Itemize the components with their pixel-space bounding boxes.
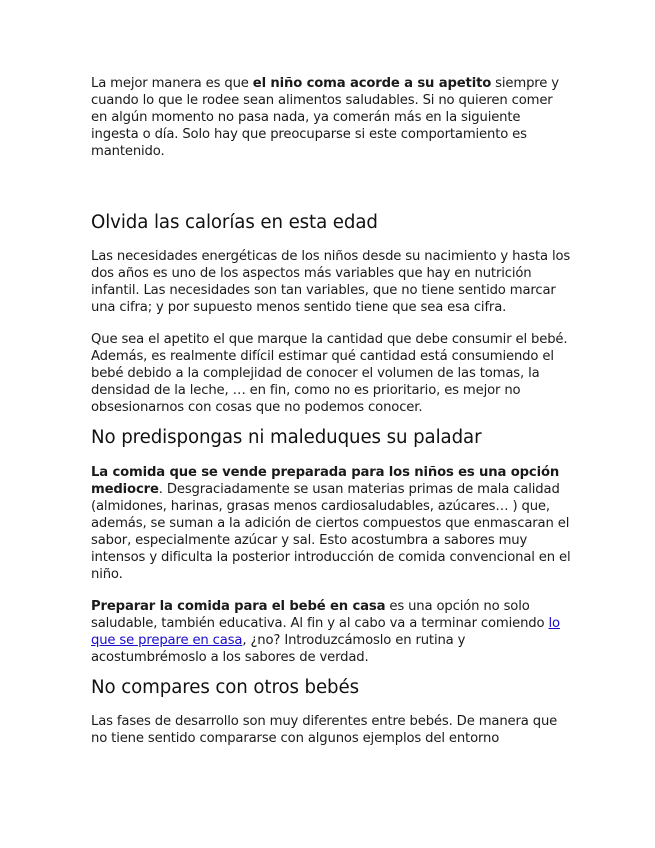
intro-bold: el niño coma acorde a su apetito: [252, 76, 492, 91]
paladar-bold-1: La comida que se vende preparada para los niños es una opción mediocre: [91, 465, 560, 497]
paladar-text-2: es una opción no solo saludable, también educativa. Al fin y al cabo va a terminar comiendo: [91, 599, 549, 631]
heading-paladar: No predispongas ni maleduques su paladar: [91, 427, 482, 448]
link-prepare-en-casa[interactable]: lo que se prepare en casa: [91, 616, 560, 648]
compares-paragraph-1: Las fases de desarrollo son muy diferentes entre bebés. De manera que no tiene sentido compararse con algunos ejemplos del entorno: [91, 714, 558, 746]
paladar-paragraph-2: [91, 598, 571, 666]
paladar-text-3: , ¿no? Introduzcámoslo en rutina y acostumbrémoslo a los sabores de verdad.: [91, 633, 466, 665]
intro-text-1: La mejor manera es que: [91, 76, 253, 91]
heading-calorias: Olvida las calorías en esta edad: [91, 212, 378, 233]
calorias-paragraph-1: Las necesidades energéticas de los niños desde su nacimiento y hasta los dos años es uno de los aspectos más variables que hay en nutrición infantil. Las necesidades son tan variables, que no tiene sentido marcar una cifra; y por supuesto menos sentido tiene que sea esa cifra.: [91, 249, 571, 315]
paladar-text-1: . Desgraciadamente se usan materias primas de mala calidad (almidones, harinas, grasas menos cardiosaludables, azúcares… ) que, además, se suman a la adición de ciertos compuestos que enmascaran el sabor, especialmente azúcar y sal. Esto acostumbra a sabores muy intensos y dificulta la posterior introducción de comida convencional en el niño.: [91, 482, 571, 582]
article-body: [91, 75, 571, 747]
paladar-bold-2: Preparar la comida para el bebé en casa: [91, 599, 386, 614]
intro-text-2: siempre y cuando lo que le rodee sean alimentos saludables. Si no quieren comer en algún momento no pasa nada, ya comerán más en la siguiente ingesta o día. Solo hay que preocuparse si este comportamiento es mantenido.: [91, 76, 559, 159]
paladar-paragraph-1: [91, 464, 571, 583]
intro-paragraph: [91, 75, 571, 160]
heading-compares: No compares con otros bebés: [91, 677, 359, 698]
calorias-paragraph-2: Que sea el apetito el que marque la cantidad que debe consumir el bebé. Además, es realmente difícil estimar qué cantidad está consumiendo el bebé debido a la complejidad de conocer el volumen de las tomas, la densidad de la leche, … en fin, como no es prioritario, es mejor no obsesionarnos con cosas que no podemos conocer.: [91, 332, 568, 415]
